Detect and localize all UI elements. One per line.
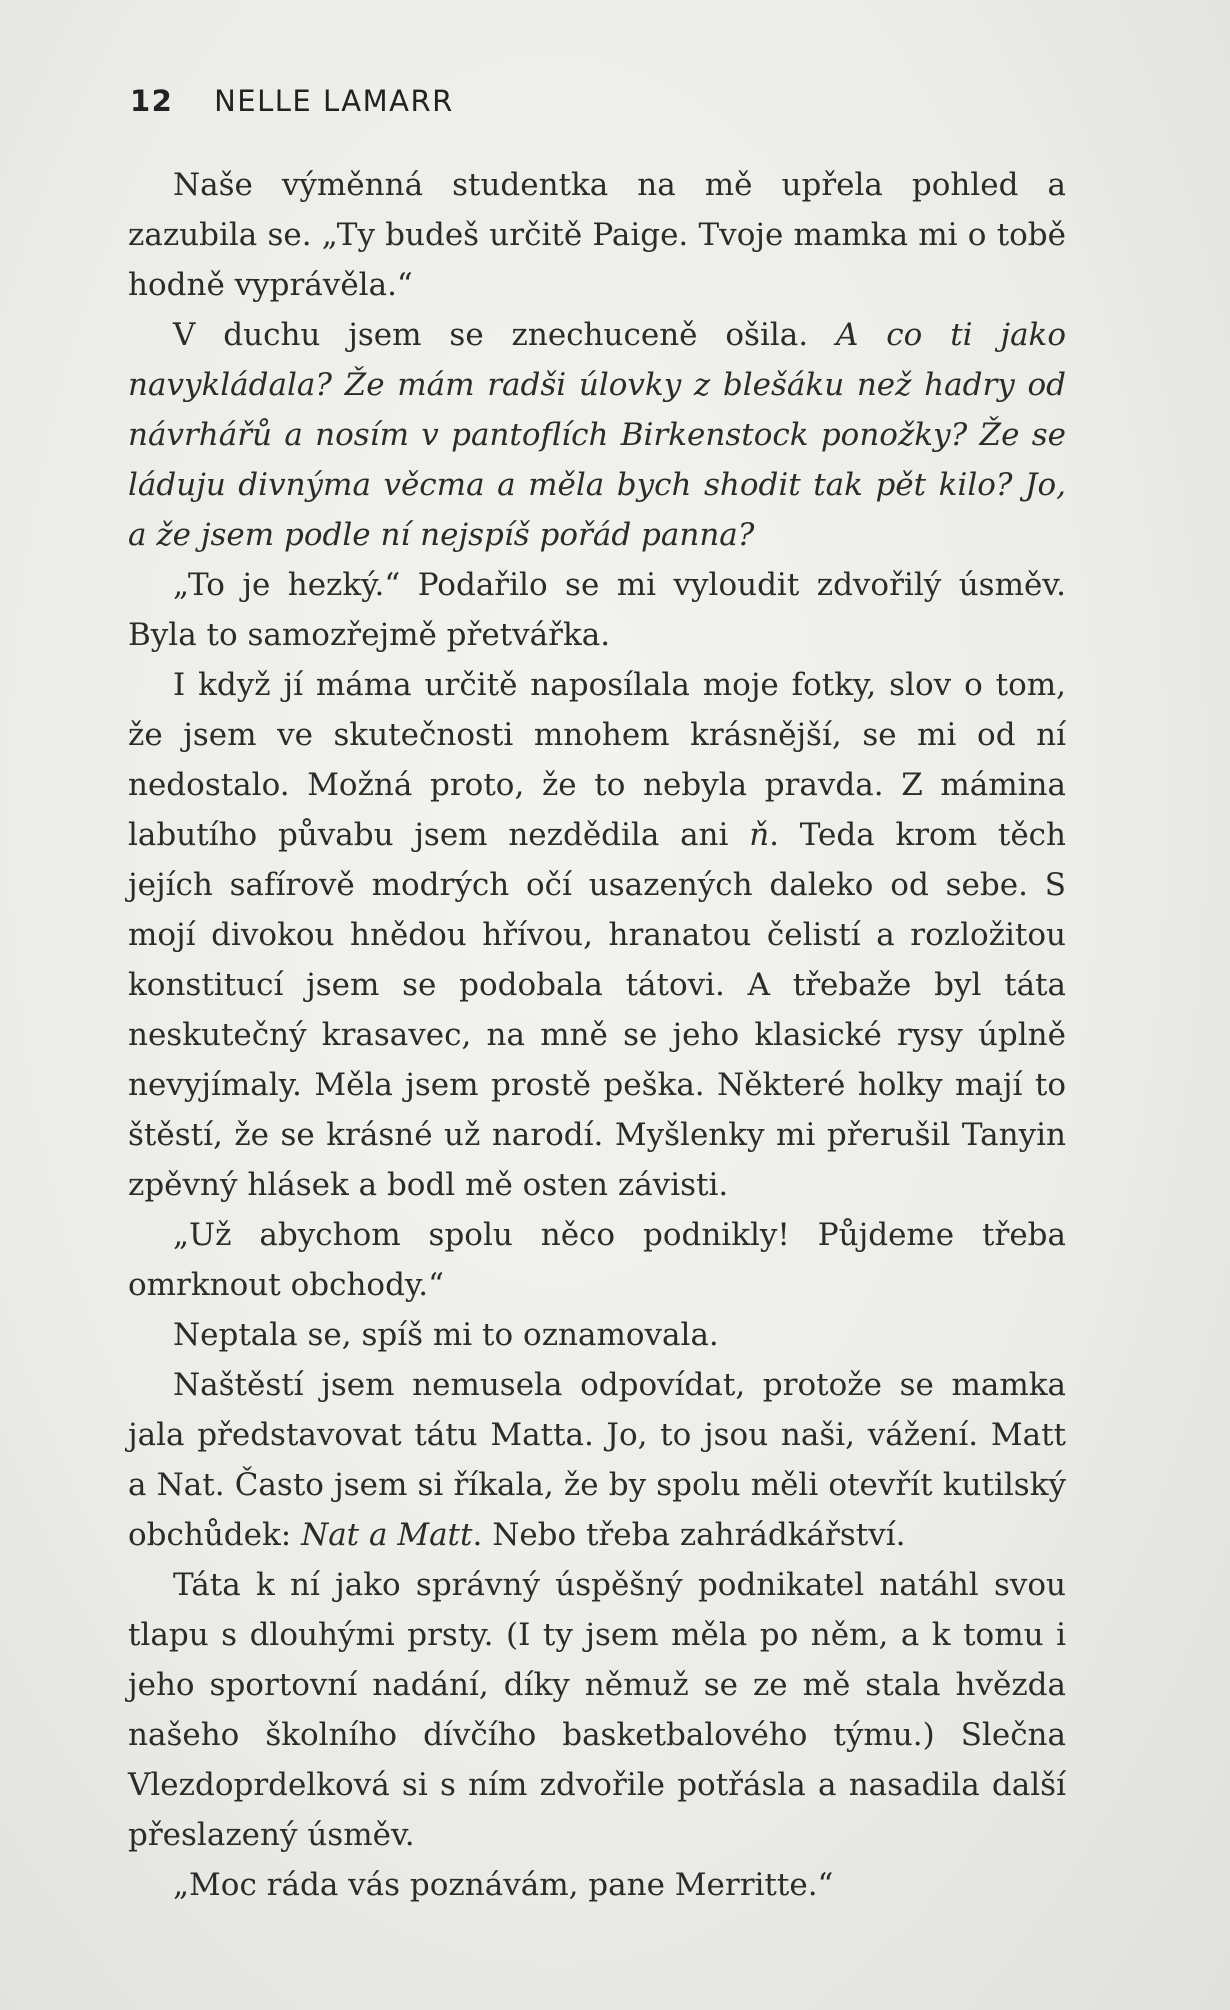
paragraph [128, 660, 1066, 1210]
paragraph [128, 1310, 1066, 1360]
paragraph-text: . Teda krom těch jejích safírově modrých očí usazených daleko od sebe. S mojí divokou hnědou hřívou, hranatou čelistí a rozložitou konstitucí jsem se podobala tátovi. A třebaže byl táta neskutečný krasavec, na mně se jeho klasické rysy úplně nevyjímaly. Měla jsem prostě peška. Některé holky mají to štěstí, že se krásné už narodí. Myšlenky mi přerušil Tanyin zpěvný hlásek a bodl mě osten závisti. [128, 817, 1066, 1203]
paragraph-text: Naše výměnná studentka na mě upřela pohled a zazubila se. „Ty budeš určitě Paige. Tvoje mamka mi o tobě hodně vyprávěla.“ [128, 167, 1066, 303]
paragraph [128, 310, 1066, 560]
page-number: 12 [130, 84, 174, 118]
paragraph-text: „Už abychom spolu něco podnikly! Půjdeme třeba omrknout obchody.“ [128, 1217, 1066, 1303]
paragraph [128, 1560, 1066, 1860]
paragraph-text: „To je hezký.“ Podařilo se mi vyloudit zdvořilý úsměv. Byla to samozřejmě přetvářka. [128, 567, 1066, 653]
paragraph [128, 560, 1066, 660]
paragraph-text: Neptala se, spíš mi to oznamovala. [173, 1317, 719, 1353]
paragraph-text: Naštěstí jsem nemusela odpovídat, protože se mamka jala představovat tátu Matta. Jo, to jsou naši, vážení. Matt a Nat. Často jsem si říkala, že by spolu měli otevřít kutilský obchůdek: [128, 1367, 1066, 1553]
paragraph-italic-text: A co ti jako navykládala? Že mám radši úlovky z blešáku než hadry od návrhářů a nosím v pantoflích Birkenstock ponožky? Že se láduju divnýma věcma a měla bych shodit tak pět kilo? Jo, a že jsem podle ní nejspíš pořád panna? [128, 317, 1066, 553]
paragraph-text: V duchu jsem se znechuceně ošila. [173, 317, 837, 353]
paragraph-text: Táta k ní jako správný úspěšný podnikatel natáhl svou tlapu s dlouhými prsty. (I ty jsem měla po něm, a k tomu i jeho sportovní nadání, díky němuž se ze mě stala hvězda našeho školního dívčího basketbalového týmu.) Slečna Vlezdoprdelková si s ním zdvořile potřásla a nasadila další přeslazený úsměv. [128, 1567, 1066, 1853]
body-text [128, 160, 1066, 1910]
author-name: NELLE LAMARR [214, 84, 454, 118]
paragraph [128, 1360, 1066, 1560]
paragraph [128, 1210, 1066, 1310]
running-header [130, 84, 454, 118]
paragraph-text: „Moc ráda vás poznávám, pane Merritte.“ [173, 1867, 834, 1903]
paragraph-text: . Nebo třeba zahrádkářství. [472, 1517, 906, 1553]
paragraph [128, 1860, 1066, 1910]
paragraph [128, 160, 1066, 310]
paragraph-text: I když jí máma určitě naposílala moje fotky, slov o tom, že jsem ve skutečnosti mnohem krásnější, se mi od ní nedostalo. Možná proto, že to nebyla pravda. Z mámina labutího půvabu jsem nezdědila ani [128, 667, 1066, 853]
paragraph-italic-text: ň [749, 817, 770, 853]
paragraph-italic-text: Nat a Matt [301, 1517, 473, 1553]
